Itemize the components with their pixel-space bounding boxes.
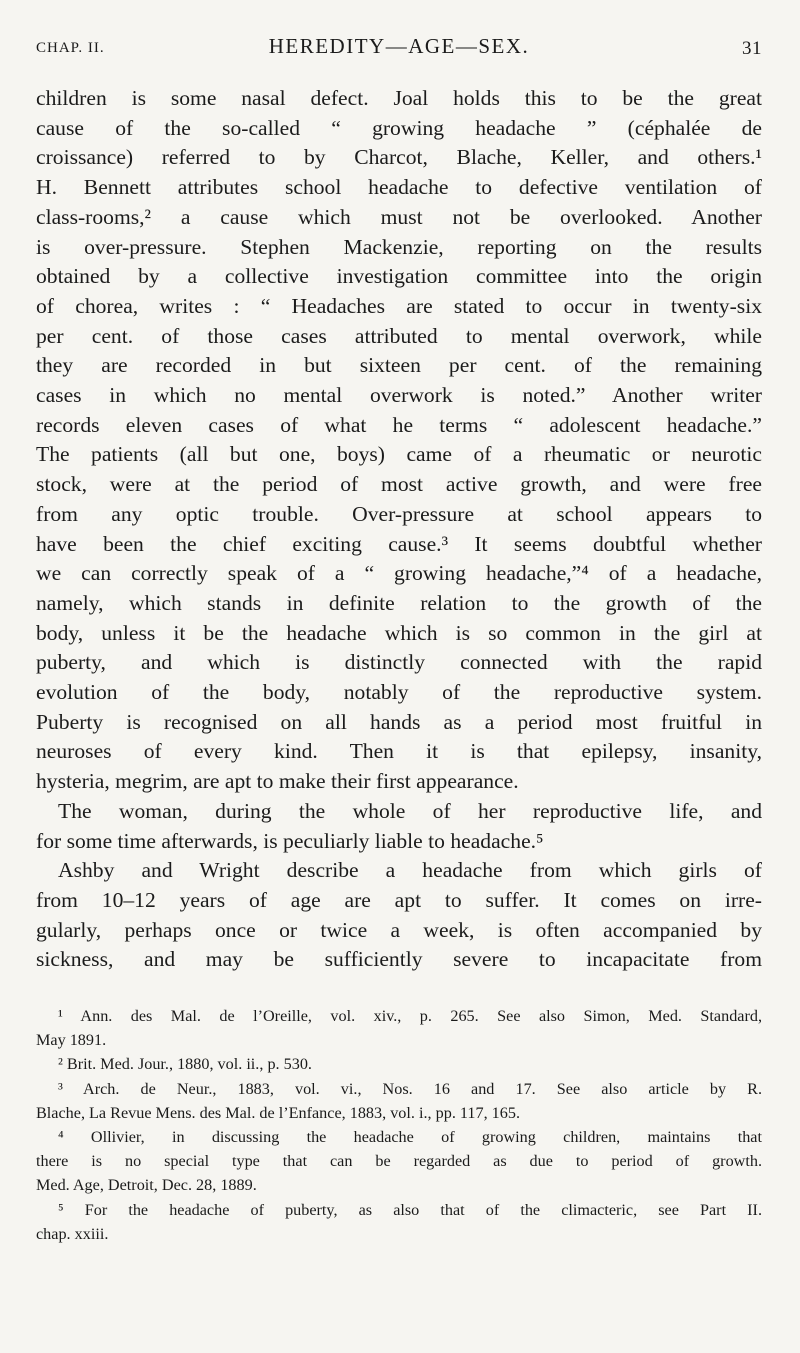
footnote-line: there is no special type that can be regarded as due to period of growth. [36, 1152, 762, 1171]
body-line: for some time afterwards, is peculiarly liable to headache.⁵ [36, 828, 544, 853]
body-line: have been the chief exciting cause.³ It seems doubtful whether [36, 531, 762, 556]
body-line: sickness, and may be sufficiently severe to incapacitate from [36, 947, 762, 972]
body-line: they are recorded in but sixteen per cent. of the remaining [36, 353, 762, 378]
footnote-line: Med. Age, Detroit, Dec. 28, 1889. [36, 1176, 257, 1195]
body-line: The woman, during the whole of her reproductive life, and [58, 798, 762, 823]
body-line: Puberty is recognised on all hands as a period most fruitful in [36, 709, 762, 734]
running-header [36, 34, 762, 66]
body-line: per cent. of those cases attributed to mental overwork, while [36, 323, 762, 348]
body-line: evolution of the body, notably of the reproductive system. [36, 680, 762, 705]
page-number: 31 [742, 38, 762, 59]
footnote-line: ² Brit. Med. Jour., 1880, vol. ii., p. 530. [58, 1055, 312, 1074]
footnote-line: ³ Arch. de Neur., 1883, vol. vi., Nos. 16 and 17. See also article by R. [58, 1079, 762, 1098]
body-line: children is some nasal defect. Joal holds this to be the great [36, 86, 762, 110]
chapter-label: CHAP. II. [36, 40, 105, 56]
running-title: HEREDITY—AGE—SEX. [268, 34, 530, 58]
body-line: hysteria, megrim, are apt to make their first appearance. [36, 769, 519, 794]
body-line: is over-pressure. Stephen Mackenzie, reporting on the results [36, 234, 762, 259]
footnotes [36, 1004, 762, 1246]
body-line: we can correctly speak of a “ growing headache,”⁴ of a headache, [36, 561, 762, 586]
footnote-line: ⁵ For the headache of puberty, as also that of the climacteric, see Part II. [58, 1200, 762, 1219]
footnote-line: chap. xxiii. [36, 1224, 109, 1243]
body-line: puberty, and which is distinctly connected with the rapid [36, 650, 762, 675]
body-line: obtained by a collective investigation committee into the origin [36, 264, 762, 289]
body-line: from 10–12 years of age are apt to suffer. It comes on irre- [36, 887, 762, 912]
body-line: body, unless it be the headache which is so common in the girl at [36, 620, 762, 645]
body-line: from any optic trouble. Over-pressure at school appears to [36, 501, 762, 526]
footnote-line: ¹ Ann. des Mal. de l’Oreille, vol. xiv., p. 265. See also Simon, Med. Standard, [58, 1007, 762, 1025]
body-line: The patients (all but one, boys) came of a rheumatic or neurotic [36, 442, 762, 467]
page [36, 34, 762, 975]
footnote-line: Blache, La Revue Mens. des Mal. de l’Enfance, 1883, vol. i., pp. 117, 165. [36, 1103, 521, 1122]
body-line: of chorea, writes : “ Headaches are stated to occur in twenty-six [36, 293, 762, 318]
footnote-line: May 1891. [36, 1031, 107, 1050]
body-line: class-rooms,² a cause which must not be overlooked. Another [36, 204, 762, 229]
body-line: croissance) referred to by Charcot, Blache, Keller, and others.¹ [36, 145, 762, 170]
body-line: cause of the so-called “ growing headache ” (céphalée de [36, 115, 762, 140]
body-line: cases in which no mental overwork is noted.” Another writer [36, 383, 762, 408]
body-line: records eleven cases of what he terms “ adolescent headache.” [36, 412, 762, 437]
body-line: Ashby and Wright describe a headache from which girls of [58, 858, 762, 883]
body-line: gularly, perhaps once or twice a week, is often accompanied by [36, 917, 762, 942]
body-line: namely, which stands in definite relation to the growth of the [36, 590, 762, 615]
footnote-line: ⁴ Ollivier, in discussing the headache of growing children, maintains that [58, 1128, 762, 1147]
body-line: neuroses of every kind. Then it is that epilepsy, insanity, [36, 739, 762, 764]
body-line: H. Bennett attributes school headache to defective ventilation of [36, 175, 762, 200]
body-text [36, 84, 762, 975]
body-line: stock, were at the period of most active growth, and were free [36, 472, 762, 497]
